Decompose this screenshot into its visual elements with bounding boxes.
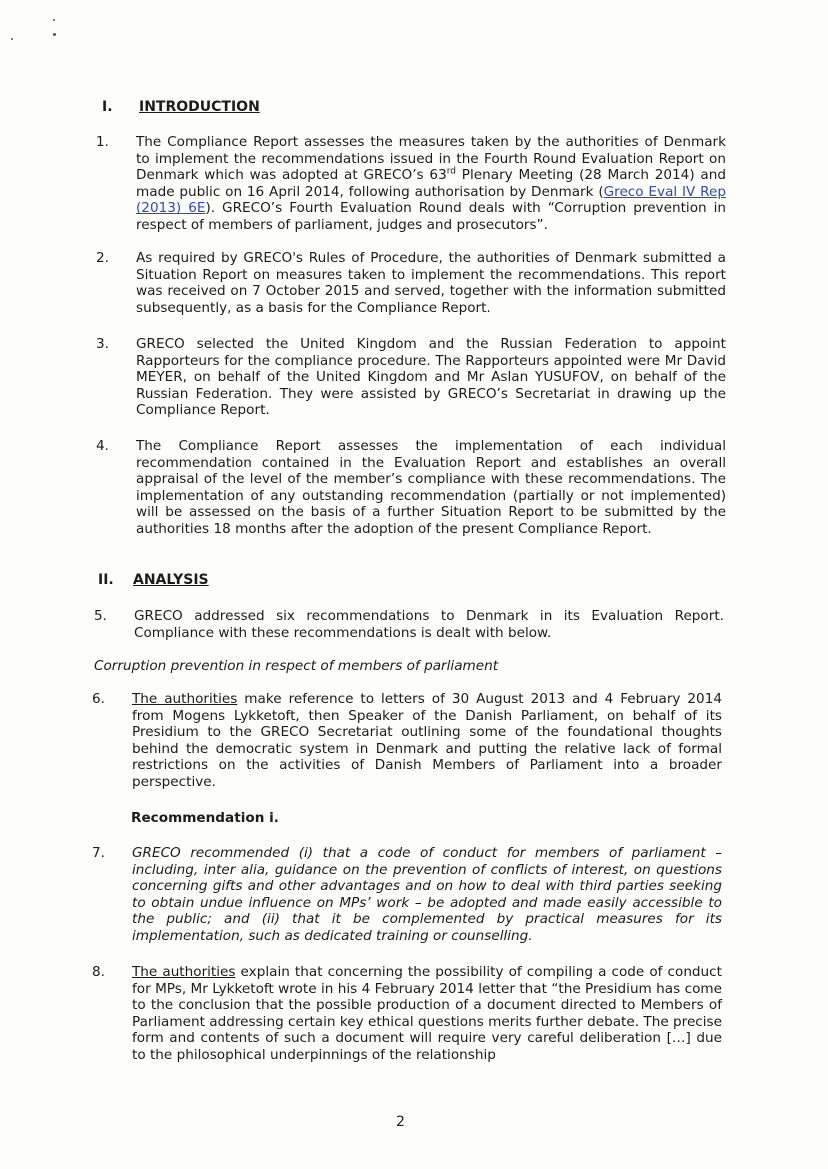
paragraph-number: 8.: [92, 964, 105, 980]
section-title: INTRODUCTION: [139, 99, 260, 115]
paragraph-text-part: make reference to letters of 30 August 2013 and 4 February 2014 from Mogens Lykketoft, then Speaker of the Danish Parliament, on behalf of its Presidium to the GRECO Secretariat outlining some of the foundational thoughts behind the democratic system in Denmark and putting the relative lack of formal restrictions on the activities of Danish Members of Parliament into a broader perspective.: [132, 691, 723, 790]
scan-speck: [53, 33, 56, 36]
paragraph-lead: The authorities: [132, 964, 236, 980]
subheading: Corruption prevention in respect of members of parliament: [94, 658, 499, 674]
paragraph-text: As required by GRECO's Rules of Procedure, the authorities of Denmark submitted a Situation Report on measures taken to implement the recommendations. This report was received on 7 October 2015 and served, together with the information submitted subsequently, as a basis for the Compliance Report.: [136, 250, 726, 316]
scan-speck: [11, 38, 13, 40]
paragraph-number: 3.: [96, 336, 109, 352]
paragraph-text-part: explain that concerning the possibility of compiling a code of conduct for MPs, Mr Lykketoft wrote in his 4 February 2014 letter that “the Presidium has come to the conclusion that the possible production of a document directed to Members of Parliament addressing certain key ethical questions merits further debate. The precise form and contents of such a document will require very careful deliberation […] due to the philosophical underpinnings of the relationship: [132, 964, 722, 1063]
paragraph-number: 2.: [96, 250, 109, 266]
paragraph-lead: The authorities: [132, 691, 238, 707]
page-number: 2: [396, 1114, 405, 1130]
paragraph-text: [132, 691, 722, 791]
paragraph-text-part: The Compliance Report assesses the measures taken by the authorities of Denmark to implement the recommendations issued in the Fourth Round Evaluation Report on Denmark which was adopted at GRECO’s 63: [136, 134, 726, 184]
paragraph-number: 5.: [94, 608, 107, 624]
section-title: ANALYSIS: [133, 572, 209, 588]
paragraph-text: The Compliance Report assesses the implementation of each individual recommendation contained in the Evaluation Report and establishes an overall appraisal of the level of the member’s compliance with these recommendations. The implementation of any outstanding recommendation (partially or not implemented) will be assessed on the basis of a further Situation Report to be submitted by the authorities 18 months after the adoption of the present Compliance Report.: [136, 438, 726, 537]
section-heading-analysis: [98, 572, 298, 590]
greco-report-link[interactable]: Greco Eval IV Rep (2013) 6E: [136, 183, 726, 217]
section-number: II.: [98, 572, 114, 588]
paragraph-number: 7.: [92, 845, 105, 861]
paragraph-text-part: Plenary Meeting (28 March 2014) and made public on 16 April 2014, following authorisation by Denmark (: [136, 167, 726, 200]
section-number: I.: [102, 99, 113, 115]
paragraph-text: [136, 134, 726, 234]
paragraph-text: [132, 964, 722, 1064]
scan-speck: [53, 19, 55, 21]
recommendation-heading: Recommendation i.: [131, 810, 279, 826]
recommendation-text: GRECO recommended (i) that a code of conduct for members of parliament – including, inter alia, guidance on the prevention of conflicts of interest, on questions concerning gifts and other advantages and on how to deal with third parties seeking to obtain undue influence on MPs’ work – be adopted and made easily accessible to the public; and (ii) that it be complemented by practical measures for its implementation, such as dedicated training or counselling.: [132, 845, 722, 944]
section-heading-introduction: [102, 99, 302, 117]
paragraph-text: GRECO addressed six recommendations to Denmark in its Evaluation Report. Compliance with these recommendations is dealt with below.: [134, 608, 724, 641]
superscript: rd: [446, 166, 456, 177]
paragraph-number: 4.: [96, 438, 109, 454]
paragraph-number: 6.: [92, 691, 105, 707]
paragraph-text: GRECO selected the United Kingdom and the Russian Federation to appoint Rapporteurs for the compliance procedure. The Rapporteurs appointed were Mr David MEYER, on behalf of the United Kingdom and Mr Aslan YUSUFOV, on behalf of the Russian Federation. They were assisted by GRECO’s Secretariat in drawing up the Compliance Report.: [136, 336, 726, 419]
paragraph-number: 1.: [96, 134, 109, 150]
paragraph-text-part: ). GRECO’s Fourth Evaluation Round deals with “Corruption prevention in respect of members of parliament, judges and prosecutors”.: [136, 200, 727, 233]
